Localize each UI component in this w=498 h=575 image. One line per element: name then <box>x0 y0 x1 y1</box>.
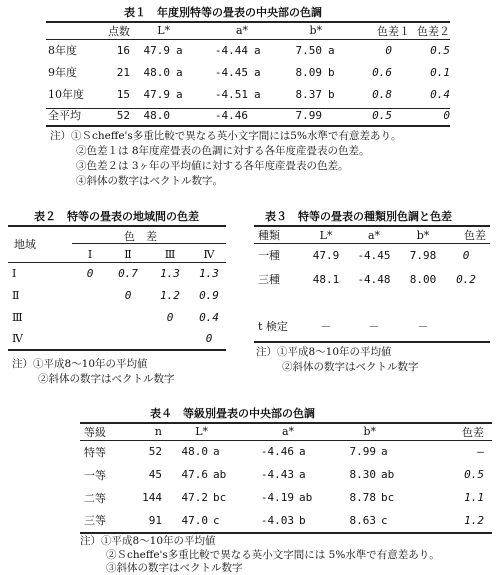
table2-cell <box>72 328 108 348</box>
table-row <box>84 463 492 486</box>
table1-header-cell: 色差１ <box>377 24 410 38</box>
table1-header-cell: 色差２ <box>417 24 450 38</box>
table4-header-cell <box>208 423 246 440</box>
table-row <box>48 83 450 105</box>
table1-cell: 0 <box>385 43 392 57</box>
table1-header-cell: b* <box>309 24 322 37</box>
table2-cell: 1.3 <box>199 266 219 280</box>
table4-header-cell: b* <box>363 425 376 438</box>
table2-row-label: Ⅱ <box>12 288 20 302</box>
table3-bottom-rule <box>254 341 490 343</box>
table3-test-row <box>256 315 486 337</box>
table1-note: ④斜体の数字はベクトル数字。 <box>76 175 223 187</box>
table3-cell: 7.98 <box>409 248 437 262</box>
table4-cell: 一等 <box>84 468 106 482</box>
table1-cell: a <box>176 87 183 101</box>
table1-cell: a <box>176 43 183 57</box>
table1-cell: 0.1 <box>430 65 450 79</box>
table4-cell: -4.43 <box>260 468 294 481</box>
table4-cell: 1.2 <box>464 513 484 527</box>
table4-cell: 0.5 <box>464 468 484 481</box>
table3-header-cell: 種類 <box>258 229 280 242</box>
table4-cell: a <box>299 445 306 458</box>
table1-cell: 16 <box>116 43 130 57</box>
table2-cell <box>72 306 108 328</box>
table1-header-cell: L* <box>157 24 170 37</box>
table4-cell: -4.03 <box>260 513 294 527</box>
table1-cell: b <box>328 65 335 79</box>
table1-cell: 21 <box>116 65 130 79</box>
table2-cell: 0.4 <box>199 310 219 324</box>
table1-header-cell <box>322 22 358 39</box>
table2-header-cell: Ⅱ <box>124 247 132 261</box>
table4-cell: c <box>381 513 388 527</box>
table1-cell: 8年度 <box>48 44 77 57</box>
table1-cell: a <box>176 65 183 79</box>
table2-region-label: 地域 <box>14 238 36 251</box>
table1-cell: 8.37 <box>295 87 322 101</box>
table4-cell: 47.6 <box>181 468 208 481</box>
table2-cell <box>108 306 148 328</box>
table2-cell: 1.3 <box>160 266 180 280</box>
table1-cell: a <box>254 65 261 79</box>
table1-note: 注）①Ｓcheffe's多重比較で異なる英小文字間には5%水準で有意差あり。 <box>50 130 402 142</box>
table4-cell: 91 <box>148 513 162 527</box>
table-row <box>48 61 450 83</box>
table1-cell: -4.51 <box>214 87 248 101</box>
table2-cell <box>148 328 192 348</box>
table1-cell: 0.4 <box>430 87 450 101</box>
table1-header-cell <box>170 22 202 39</box>
table2-cell: 0 <box>86 266 94 280</box>
table4-cell: bc <box>381 491 395 504</box>
table2-top-rule <box>8 225 226 227</box>
table-row <box>84 486 492 509</box>
table4-cell: 144 <box>142 491 162 504</box>
table2-cell <box>108 328 148 348</box>
table1-cell: 0.8 <box>372 87 392 101</box>
table-row <box>48 39 450 61</box>
table1-header-cell <box>48 22 96 39</box>
table3-note: ②斜体の数字はベクトル数字 <box>282 361 419 373</box>
table4-cell: c <box>213 513 220 527</box>
table1-cell: 9年度 <box>48 66 77 79</box>
table3-cell: 三種 <box>258 273 280 286</box>
table-row <box>8 262 226 284</box>
table1-cell: 0 <box>443 108 450 122</box>
table4-cell: ― <box>477 445 484 458</box>
table1-note: ③色差２は 3ヶ年の平均値に対する各年度産畳表の色差。 <box>76 160 349 172</box>
table2 <box>8 246 226 348</box>
table1-cell: -4.45 <box>214 65 248 79</box>
table2-row-label: Ⅰ <box>12 266 17 280</box>
table1-cell: a <box>328 43 335 57</box>
table3-cell: 0.2 <box>456 272 476 286</box>
table4-cell: 47.0 <box>181 513 208 527</box>
table1-cell: 15 <box>116 87 130 101</box>
table-row <box>84 509 492 531</box>
table4-header-cell: n <box>154 425 162 438</box>
table-row <box>8 284 226 306</box>
table4-cell: 二等 <box>84 491 106 505</box>
table3-cell: -4.48 <box>357 272 391 286</box>
table4-cell: ab <box>381 468 395 481</box>
table1-bottom-rule <box>46 125 450 127</box>
table4-caption: 表４ 等級別畳表の中央部の色調 <box>150 407 315 420</box>
table1-note: ②色差１は 8年度産畳表の色調に対する各年度産畳表の色差。 <box>76 145 370 157</box>
table2-header-cell: Ⅲ <box>164 247 176 261</box>
table4-cell: 三等 <box>84 514 106 527</box>
table1-cell: b <box>328 87 335 101</box>
table3-cell: 47.9 <box>312 248 340 262</box>
table1-cell: 48.0 <box>143 108 170 122</box>
table4-note: ②Ｓcheffe's多重比較で異なる英小文字間には 5%水準で有意差あり。 <box>106 549 440 561</box>
table2-note: 注）①平成8～10年の平均値 <box>12 358 148 370</box>
table1-cell: 47.9 <box>143 43 170 57</box>
table3-caption: 表３ 特等の畳表の種類別色調と色差 <box>265 210 452 223</box>
table2-header-cell: Ⅰ <box>87 247 93 261</box>
table4-cell: 7.99 <box>349 445 376 458</box>
table4-header-cell <box>376 423 416 440</box>
table2-cell: 0 <box>205 331 213 345</box>
table4-cell: 52 <box>148 445 162 458</box>
table3-note: 注）①平成8～10年の平均値 <box>256 346 392 358</box>
table1 <box>48 22 450 125</box>
table4-cell: 48.0 <box>181 445 208 458</box>
table3-cell: 0 <box>462 248 470 262</box>
table4-cell: 45 <box>148 468 162 481</box>
table4-header-cell: 等級 <box>84 425 106 439</box>
table-row <box>256 243 486 267</box>
table2-cell: 0 <box>166 310 174 324</box>
table1-cell <box>170 105 202 125</box>
table2-note: ②斜体の数字はベクトル数字 <box>38 373 175 385</box>
table4-cell: b <box>299 513 306 527</box>
table1-header-cell: a* <box>235 24 248 37</box>
table1-cell: -4.44 <box>214 43 248 57</box>
table4-cell: 8.78 <box>349 491 376 504</box>
table4-cell: a <box>213 445 220 458</box>
table3-header-cell: b* <box>416 228 430 242</box>
table4-cell: 8.63 <box>349 513 376 527</box>
table4-cell: 47.2 <box>181 491 208 504</box>
table1-cell <box>322 105 358 125</box>
table-row <box>8 306 226 328</box>
table4-header-row <box>84 423 492 440</box>
table2-cell: 1.2 <box>160 288 180 302</box>
table4-note: ③斜体の数字はベクトル数字 <box>106 562 243 574</box>
table3-header-row <box>256 227 486 243</box>
table4-cell: bc <box>213 491 227 504</box>
table1-cell: 0.5 <box>430 43 450 57</box>
table4-header-cell: a* <box>281 425 294 438</box>
table4-cell: -4.46 <box>260 445 294 458</box>
table-row <box>8 328 226 348</box>
table2-cell: 0.7 <box>118 266 138 280</box>
table3-cell: 一種 <box>258 249 280 262</box>
table1-cell: 0.5 <box>372 108 392 122</box>
table4-cell: 8.30 <box>349 468 376 481</box>
table1-cell: 7.50 <box>295 43 322 57</box>
table4-cell: a <box>381 445 388 458</box>
table1-cell: 10年度 <box>48 88 84 101</box>
table1-cell: -4.46 <box>214 108 248 122</box>
table3-cell: － <box>417 320 429 333</box>
table1-header-row <box>48 22 450 39</box>
table3-cell: － <box>320 320 332 333</box>
table2-cell: 0 <box>124 288 132 302</box>
table2-cell: 0.9 <box>199 288 219 302</box>
table-row <box>48 105 450 125</box>
table4-header-cell <box>294 423 330 440</box>
table2-row-label: Ⅳ <box>12 331 23 345</box>
table3 <box>256 227 486 337</box>
table1-cell: a <box>254 43 261 57</box>
table2-cell <box>72 284 108 306</box>
table1-cell: 52 <box>116 108 130 122</box>
table1-header-cell: 点数 <box>108 24 130 38</box>
table4-cell: ab <box>299 491 313 504</box>
table4-note: 注）①平成8～10年の平均値 <box>80 535 216 547</box>
table3-header-cell: a* <box>367 228 381 242</box>
table2-bottom-rule <box>8 349 226 351</box>
table1-cell: 47.9 <box>143 87 170 101</box>
table3-cell: -4.45 <box>357 248 391 262</box>
table1-cell: a <box>254 87 261 101</box>
table4 <box>84 423 492 531</box>
table2-row-label: Ⅲ <box>12 310 23 324</box>
table1-cell: 全平均 <box>48 109 81 122</box>
table4-cell: 1.1 <box>464 491 484 504</box>
table4-header-cell: 色差 <box>462 425 484 439</box>
table4-cell: a <box>299 468 306 481</box>
table3-header-cell: L* <box>319 228 333 242</box>
table4-header-cell: L* <box>195 425 208 438</box>
table3-cell: 48.1 <box>312 272 340 286</box>
table1-cell: 0.6 <box>372 65 392 79</box>
table4-cell: 特等 <box>84 445 106 459</box>
table1-cell: 8.09 <box>295 65 322 79</box>
table-row <box>256 267 486 291</box>
table1-header-cell <box>248 22 282 39</box>
table2-diff-label: 色 差 <box>124 230 157 243</box>
table2-caption: 表２ 特等の畳表の地域間の色差 <box>34 210 199 223</box>
table3-cell: 8.00 <box>409 272 437 286</box>
table-row <box>84 440 492 463</box>
table2-header-cell: Ⅳ <box>203 247 215 261</box>
table1-cell <box>248 105 282 125</box>
table4-cell: ab <box>213 468 227 481</box>
table1-caption: 表１ 年度別特等の畳表の中央部の色調 <box>124 6 322 19</box>
table4-cell: -4.19 <box>260 491 294 504</box>
table3-header-cell: 色差 <box>464 229 486 242</box>
table2-header-row <box>8 246 226 262</box>
table1-cell: 7.99 <box>295 108 322 122</box>
table3-cell: t 検定 <box>258 320 288 333</box>
table1-cell: 48.0 <box>143 65 170 79</box>
table3-cell: － <box>368 320 380 333</box>
